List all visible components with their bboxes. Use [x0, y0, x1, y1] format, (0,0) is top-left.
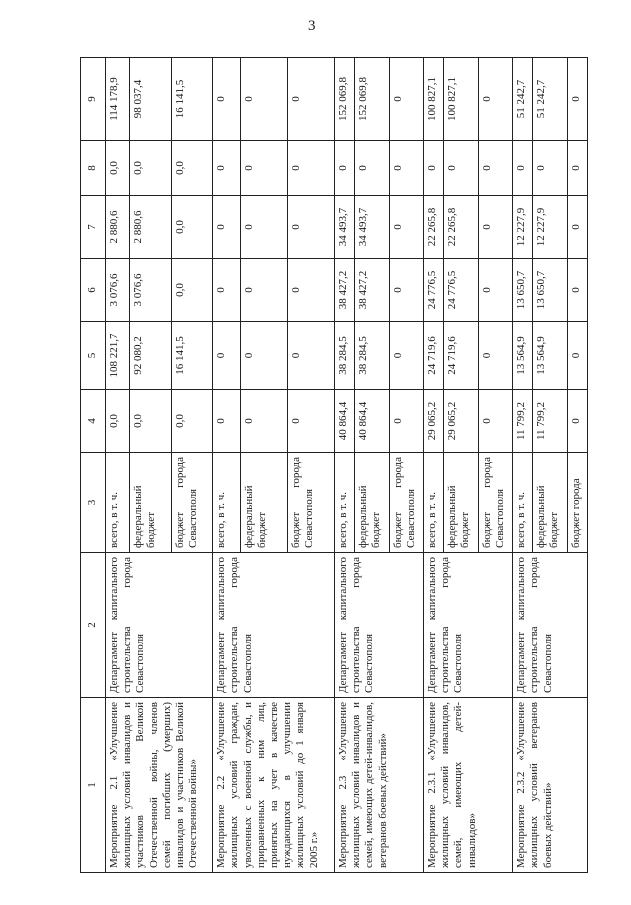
funding-source-cell: бюджет города Севастополя — [171, 453, 213, 553]
value-cell: 13 564,9 — [533, 322, 568, 390]
value-cell: 0 — [213, 196, 240, 259]
value-cell: 34 493,7 — [334, 196, 354, 259]
value-cell: 0 — [533, 141, 568, 196]
value-cell: 0,0 — [171, 259, 213, 322]
header-cell: 3 — [81, 453, 106, 553]
value-cell: 0 — [287, 259, 334, 322]
measure-name-cell: Мероприятие 2.1 «Улучшение жилищных условий инвалидов и участников Великой Отечественной войны, членов семей погибших (умерших) инвалидов и участников Великой Отечественной войны» — [106, 698, 213, 873]
value-cell: 16 141,5 — [171, 58, 213, 141]
value-cell: 0,0 — [171, 390, 213, 453]
value-cell: 24 776,5 — [424, 259, 444, 322]
table-row — [213, 58, 240, 873]
value-cell: 13 564,9 — [513, 322, 533, 390]
funding-source-cell: бюджет города Севастополя — [287, 453, 334, 553]
value-cell: 24 719,6 — [444, 322, 479, 390]
department-cell: Департамент капитального строительства города Севастополя — [213, 553, 335, 698]
value-cell: 0 — [389, 390, 424, 453]
value-cell: 0 — [567, 390, 587, 453]
value-cell: 152 069,8 — [334, 58, 354, 141]
table-row — [334, 58, 354, 873]
value-cell: 0 — [478, 390, 513, 453]
value-cell: 16 141,5 — [171, 322, 213, 390]
value-cell: 22 265,8 — [424, 196, 444, 259]
value-cell: 0 — [240, 196, 287, 259]
value-cell: 29 065,2 — [424, 390, 444, 453]
value-cell: 0 — [213, 390, 240, 453]
value-cell: 0 — [389, 58, 424, 141]
value-cell: 38 427,2 — [334, 259, 354, 322]
value-cell: 100 827,1 — [424, 58, 444, 141]
value-cell: 114 178,9 — [106, 58, 130, 141]
funding-source-cell: федеральный бюджет — [444, 453, 479, 553]
value-cell: 92 080,2 — [130, 322, 172, 390]
value-cell: 0,0 — [106, 141, 130, 196]
value-cell: 0 — [444, 141, 479, 196]
value-cell: 0 — [567, 322, 587, 390]
value-cell: 0 — [478, 58, 513, 141]
value-cell: 24 776,5 — [444, 259, 479, 322]
funding-table — [80, 57, 588, 873]
header-cell: 1 — [81, 698, 106, 873]
value-cell: 3 076,6 — [130, 259, 172, 322]
header-cell: 7 — [81, 196, 106, 259]
value-cell: 0 — [287, 58, 334, 141]
value-cell: 0 — [478, 141, 513, 196]
funding-source-cell: бюджет города Севастополя — [478, 453, 513, 553]
funding-source-cell: федеральный бюджет — [533, 453, 568, 553]
funding-source-cell: федеральный бюджет — [130, 453, 172, 553]
value-cell: 40 864,4 — [334, 390, 354, 453]
value-cell: 0,0 — [171, 141, 213, 196]
funding-source-cell: бюджет города — [567, 453, 587, 553]
value-cell: 0 — [478, 196, 513, 259]
table-row — [513, 58, 533, 873]
funding-source-cell: всего, в т. ч. — [334, 453, 354, 553]
value-cell: 0 — [240, 259, 287, 322]
value-cell: 38 284,5 — [334, 322, 354, 390]
value-cell: 0 — [213, 141, 240, 196]
value-cell: 12 227,9 — [513, 196, 533, 259]
value-cell: 12 227,9 — [533, 196, 568, 259]
value-cell: 0 — [240, 58, 287, 141]
value-cell: 51 242,7 — [533, 58, 568, 141]
funding-source-cell: всего, в т. ч. — [106, 453, 130, 553]
value-cell: 152 069,8 — [354, 58, 389, 141]
value-cell: 22 265,8 — [444, 196, 479, 259]
value-cell: 0 — [240, 141, 287, 196]
value-cell: 0 — [287, 322, 334, 390]
value-cell: 0 — [354, 141, 389, 196]
value-cell: 108 221,7 — [106, 322, 130, 390]
value-cell: 0 — [213, 322, 240, 390]
value-cell: 0 — [389, 141, 424, 196]
table-row — [424, 58, 444, 873]
value-cell: 24 719,6 — [424, 322, 444, 390]
table-row — [106, 58, 130, 873]
value-cell: 40 864,4 — [354, 390, 389, 453]
value-cell: 0 — [478, 259, 513, 322]
header-cell: 5 — [81, 322, 106, 390]
value-cell: 2 880,6 — [106, 196, 130, 259]
value-cell: 0 — [567, 196, 587, 259]
value-cell: 0 — [567, 58, 587, 141]
funding-source-cell: бюджет города Севастополя — [389, 453, 424, 553]
value-cell: 51 242,7 — [513, 58, 533, 141]
measure-name-cell: Мероприятие 2.3 «Улучшение жилищных условий инвалидов и семей, имеющих детей-инвалидов, ветеранов боевых действий» — [334, 698, 423, 873]
funding-source-cell: федеральный бюджет — [354, 453, 389, 553]
value-cell: 38 284,5 — [354, 322, 389, 390]
value-cell: 29 065,2 — [444, 390, 479, 453]
funding-source-cell: всего, в т. ч. — [513, 453, 533, 553]
rotated-table-container — [80, 58, 588, 873]
page-number: 3 — [308, 18, 316, 34]
value-cell: 0 — [513, 141, 533, 196]
value-cell: 100 827,1 — [444, 58, 479, 141]
value-cell: 38 427,2 — [354, 259, 389, 322]
value-cell: 3 076,6 — [106, 259, 130, 322]
value-cell: 0 — [240, 390, 287, 453]
value-cell: 0 — [389, 259, 424, 322]
value-cell: 0,0 — [130, 390, 172, 453]
value-cell: 98 037,4 — [130, 58, 172, 141]
value-cell: 11 799,2 — [513, 390, 533, 453]
value-cell: 0 — [213, 259, 240, 322]
funding-source-cell: федеральный бюджет — [240, 453, 287, 553]
header-cell: 2 — [81, 553, 106, 698]
value-cell: 0 — [334, 141, 354, 196]
value-cell: 0 — [287, 141, 334, 196]
value-cell: 0 — [567, 259, 587, 322]
department-cell: Департамент капитального строительства города Севастополя — [424, 553, 513, 698]
value-cell: 0 — [389, 322, 424, 390]
header-cell: 8 — [81, 141, 106, 196]
measure-name-cell: Мероприятие 2.2 «Улучшение жилищных условий граждан, уволенных с военной службы, и приравненных к ним лиц, принятых на учет в качестве нуждающихся в улучшении жилищных условий до 1 января 2005 г.» — [213, 698, 335, 873]
measure-name-cell: Мероприятие 2.3.2 «Улучшение жилищных условий ветеранов боевых действий» — [513, 698, 588, 873]
header-cell: 6 — [81, 259, 106, 322]
department-cell: Департамент капитального строительства города Севастополя — [106, 553, 213, 698]
header-cell: 4 — [81, 390, 106, 453]
value-cell: 0 — [567, 141, 587, 196]
header-cell: 9 — [81, 58, 106, 141]
value-cell: 0 — [240, 322, 287, 390]
department-cell: Департамент капитального строительства города Севастополя — [513, 553, 588, 698]
value-cell: 0,0 — [106, 390, 130, 453]
value-cell: 2 880,6 — [130, 196, 172, 259]
value-cell: 11 799,2 — [533, 390, 568, 453]
value-cell: 0,0 — [171, 196, 213, 259]
measure-name-cell: Мероприятие 2.3.1 «Улучшение жилищных условий инвалидов, семей, имеющих детей-инвалидов» — [424, 698, 513, 873]
value-cell: 0 — [287, 390, 334, 453]
value-cell: 0 — [478, 322, 513, 390]
department-cell: Департамент капитального строительства города Севастополя — [334, 553, 423, 698]
value-cell: 0 — [389, 196, 424, 259]
funding-source-cell: всего, в т. ч. — [424, 453, 444, 553]
value-cell: 0 — [424, 141, 444, 196]
funding-source-cell: всего, в т. ч. — [213, 453, 240, 553]
header-row — [81, 58, 106, 873]
value-cell: 34 493,7 — [354, 196, 389, 259]
value-cell: 13 650,7 — [533, 259, 568, 322]
value-cell: 0,0 — [130, 141, 172, 196]
value-cell: 0 — [287, 196, 334, 259]
value-cell: 0 — [213, 58, 240, 141]
value-cell: 13 650,7 — [513, 259, 533, 322]
